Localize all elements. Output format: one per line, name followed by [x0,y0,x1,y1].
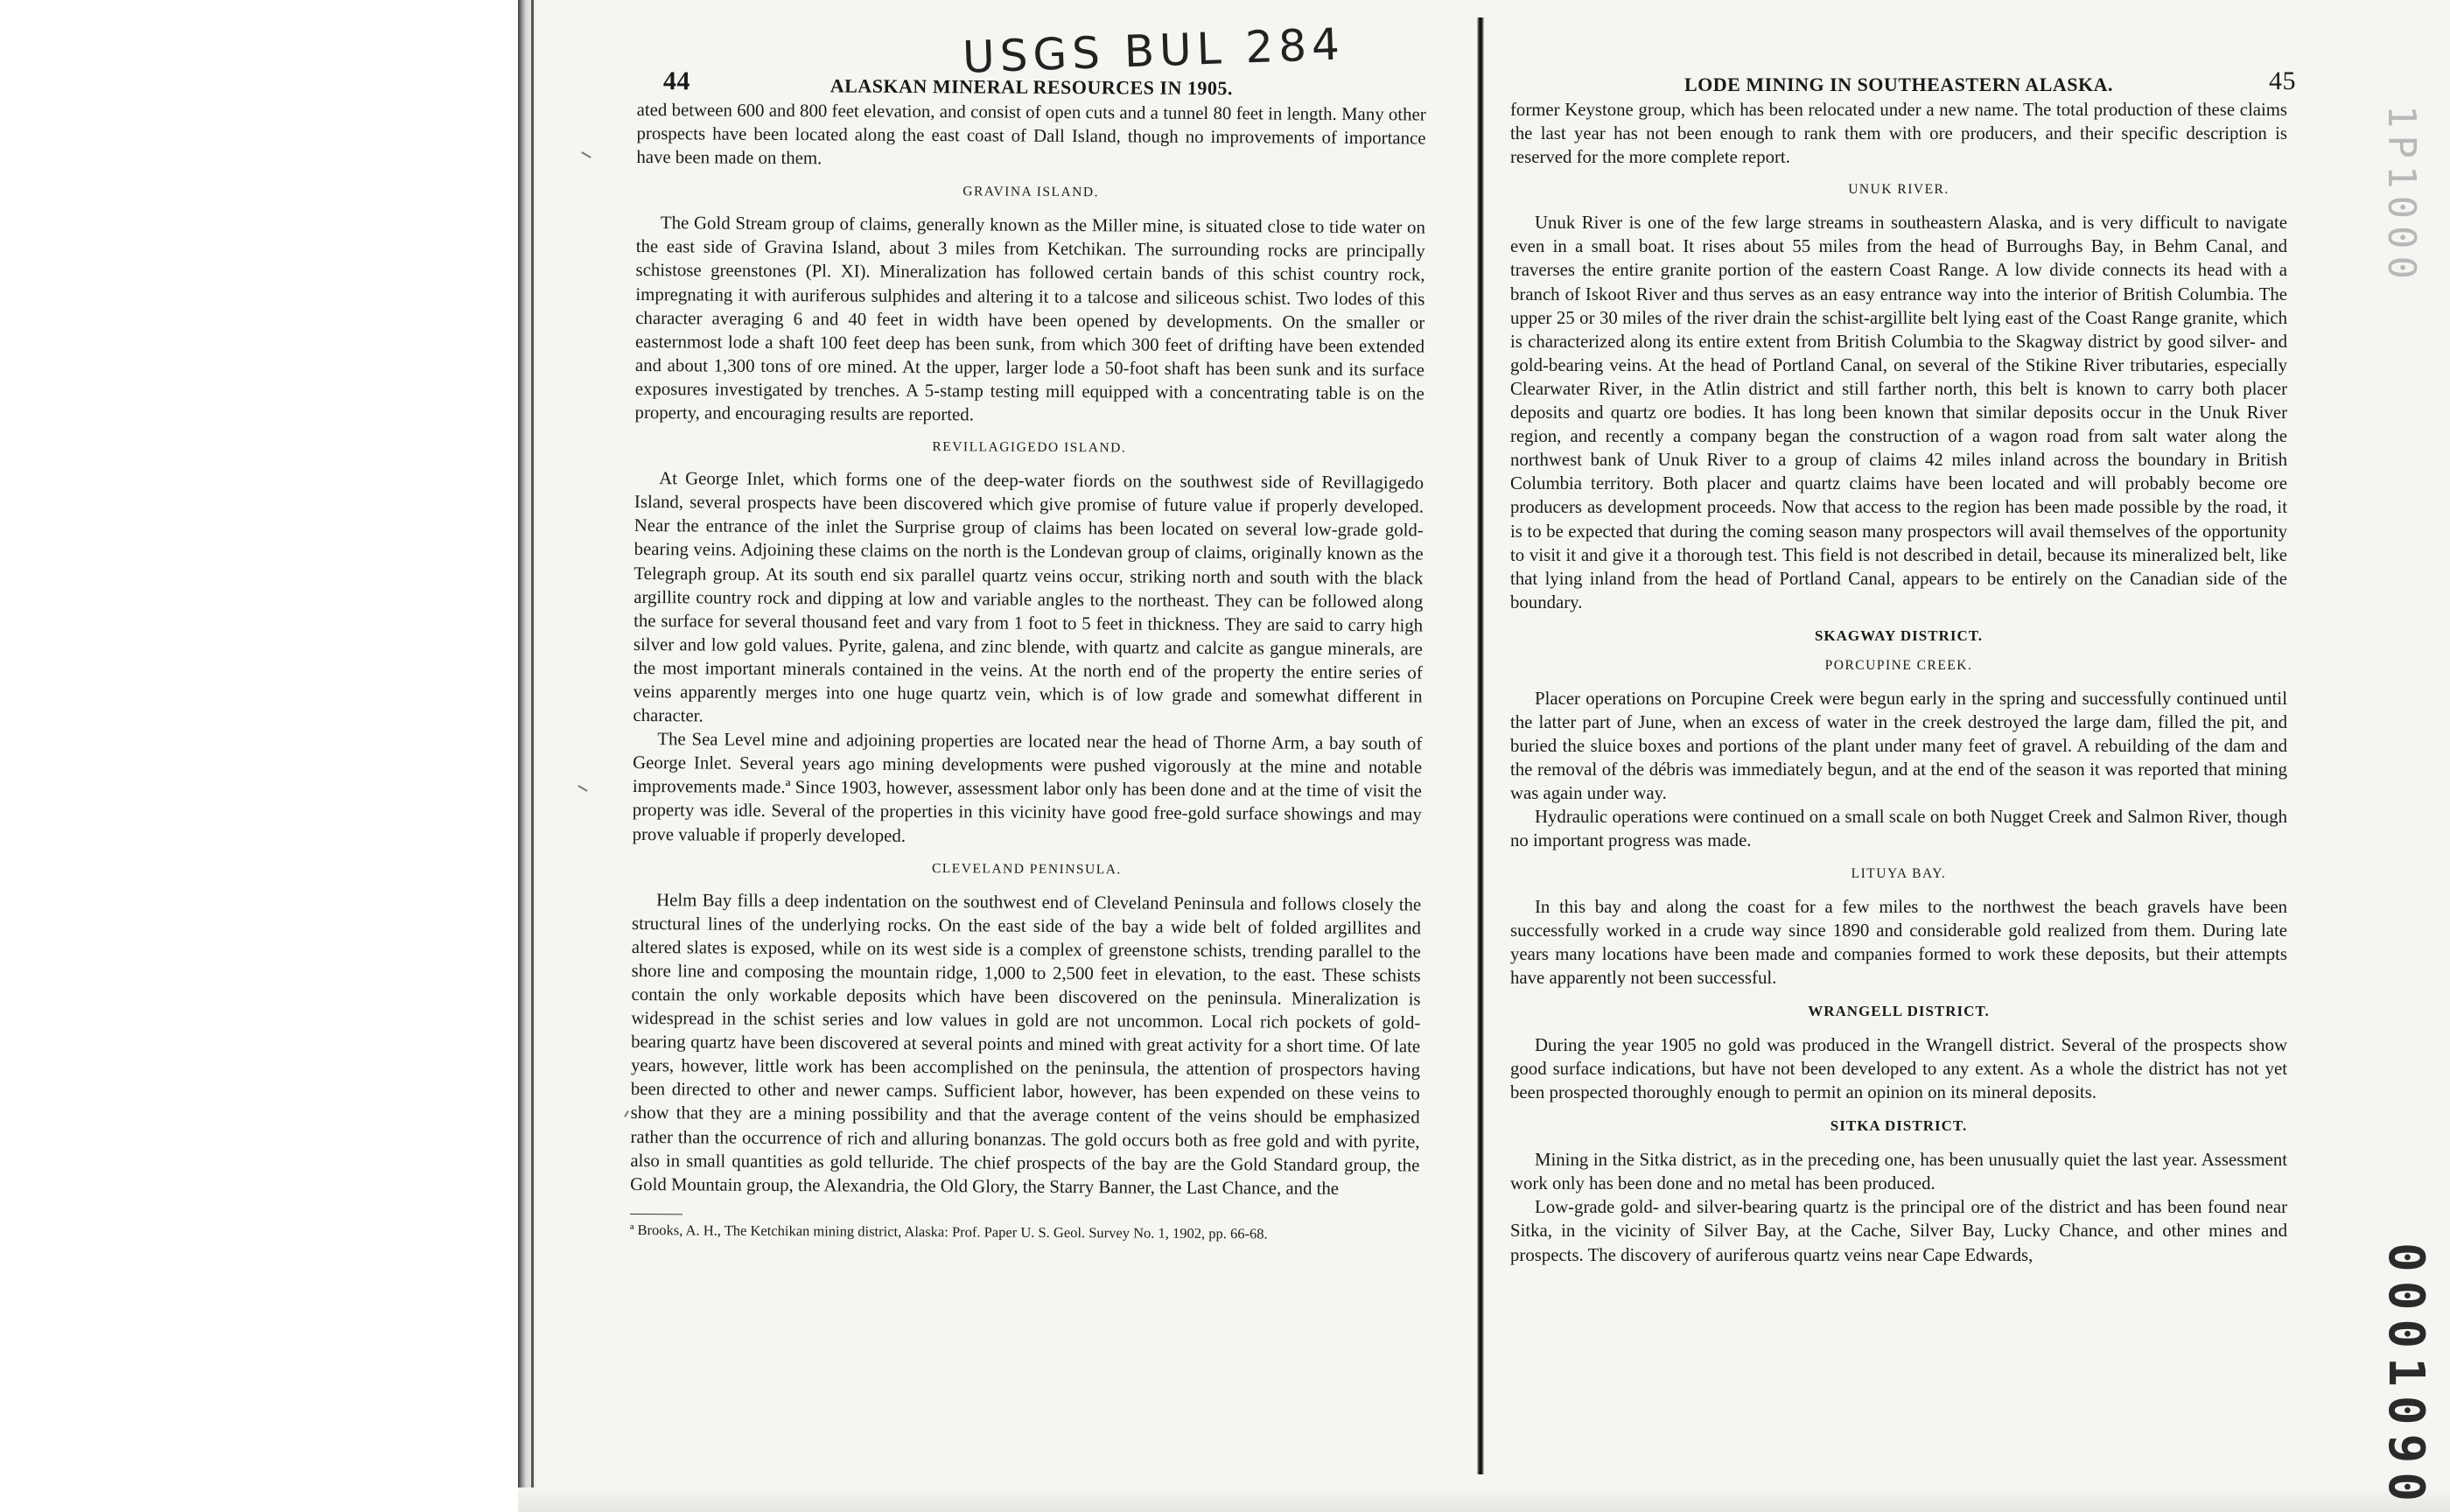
paragraph: Hydraulic operations were continued on a small scale on both Nugget Creek and Salmon River, though no important progress was made. [1510,807,2287,851]
section-heading: WRANGELL DISTRICT. [1808,1002,1990,1019]
archive-stamp: 0001090 [2377,1242,2434,1511]
paragraph: During the year 1905 no gold was produced in the Wrangell district. Several of the prospects show good surface indications, but have not been developed to any extent. As a whole the district has not yet been prospected thoroughly enough to permit an opinion on its mineral deposits. [1510,1034,2287,1103]
section-heading: SITKA DISTRICT. [1830,1117,1968,1135]
section-heading: SKAGWAY DISTRICT. [1814,626,1984,644]
paragraph: Unuk River is one of the few large streams in southeastern Alaska, and is very difficult to navigate even in a small boat. It rises about 55 miles from the head of Burroughs Bay, in Behm Canal, and traverses the entire granite portion of the eastern Coast Range. A low divide connects its head with a branch of Iskoot River and thus serves as an easy entrance way into the interior of British Columbia. The upper 25 or 30 miles of the river drain the schist-argillite belt lying east of the Coast Range granite, which is characterized along its entire extent from British Columbia to the Skagway district by good silver- and gold-bearing veins. At the head of Portland Canal, on several of the Stikine River tributaries, especially Clearwater River, in the Atlin district and still farther north, this belt is known to carry both placer deposits and quartz ore bodies. It has long been known that similar deposits occur in the Unuk River region, and recently a company began the construction of a wagon road from salt water along the northwest bank of Unuk River to a group of claims 42 miles inland across the boundary in British Columbia territory. Both placer and quartz claims have been located and will probably become ore producers as development proceeds. Now that access to the region has been made possible by the road, it is to be expected that during the coming season many prospectors will avail themselves of the opportunity to visit it and give it a thorough test. This field is not described in detail, because its mineralized belt, like that lying inland from the head of Portland Canal, appears to be entirely on the Canadian side of the boundary. [1510,213,2287,612]
running-title: LODE MINING IN SOUTHEASTERN ALASKA. [1684,74,2113,95]
page-number: 44 [662,66,690,96]
page-header [1510,66,2296,98]
bottom-edge-shadow [518,1488,2450,1512]
section-heading: REVILLAGIGEDO ISLAND. [932,439,1127,456]
left-page [628,66,1426,1488]
section-heading: CLEVELAND PENINSULA. [931,860,1122,878]
archive-stamp: 1P1000 [2379,105,2424,286]
running-title: ALASKAN MINERAL RESOURCES IN 1905. [830,74,1234,100]
paragraph: Placer operations on Porcupine Creek were begun early in the spring and successfully continued until the latter part of June, when an excess of water in the creek destroyed the large dam, filled the pit, and buried the sluice boxes and portions of the plant under many feet of gravel. A rebuilding of the dam and the removal of the débris was immediately begun, and at the end of the season it was reported that mining was again under way. [1510,688,2287,804]
page-number: 45 [2269,66,2296,95]
paragraph: The Sea Level mine and adjoining properties are located near the head of Thorne Arm, a bay south of George Inlet. Several years ago mining developments were pushed vigorously at the mine and notable improvements made.ª Since 1903, however, assessment labor only has been done and at the time of visit the property was idle. Several of the properties in this vicinity have good free-gold surface showings and may prove valuable if properly developed. [632,729,1423,846]
footnote: ª Brooks, A. H., The Ketchikan mining district, Alaska: Prof. Paper U. S. Geol. Survey No. 1, 1902, pp. 66-68. [629,1221,1268,1242]
paragraph: At George Inlet, which forms one of the deep-water fiords on the southwest side of Revillagigedo Island, several prospects have been discovered which give promise of future value if properly developed. Near the entrance of the inlet the Surprise group of claims has been located on several low-grade gold-bearing veins. Adjoining these claims on the north is the Londevan group of claims, originally known as the Telegraph group. At its south end six parallel quartz veins occur, striking north and south with the black argillite country rock and dipping at low and variable angles to the northeast. They can be followed along the surface for several thousand feet and vary from 1 foot to 5 feet in thickness. They are said to carry high silver and low gold values. Pyrite, galena, and zinc blende, with quartz and calcite as gangue minerals, are the most important minerals contained in the veins. At the north end of the property the entire series of veins apparently merges into one huge quartz vein, which is of low grade and somewhat different in character. [633,468,1424,726]
book-gutter [1477,18,1484,1474]
section-heading: UNUK RIVER. [1848,182,1950,198]
page-header [637,66,1426,103]
paragraph: In this bay and along the coast for a few miles to the northwest the beach gravels have been successfully worked in a crude way since 1890 and considerable gold realized from them. During late years many locations have been made and companies formed to work these deposits, but their attempts have apparently not been successful. [1510,896,2287,988]
section-heading: PORCUPINE CREEK. [1824,657,1973,673]
page-body [1510,98,2287,1267]
right-page [1510,66,2296,1484]
paragraph: Helm Bay fills a deep indentation on the southwest end of Cleveland Peninsula and follows closely the structural lines of the underlying rocks. On the east side of the bay a wide belt of folded argillites and altered slates is exposed, while on its west side is a complex of greenstone schists, trending parallel to the shore line and composing the mountain ridge, 1,000 to 2,500 feet in elevation, to the east. These schists contain the only workable deposits which have been discovered on the peninsula. Mineralization is widespread in the schist series and low values in gold are not uncommon. Local rich pockets of gold-bearing quartz have been discovered at several points and mined with great activity for a short time. Of late years, however, little work has been accomplished on the peninsula, the attention of prospectors having been directed to other and newer camps. Sufficient labor, however, has been expended on these veins to show that they are a mining possibility and that the average content of the veins should be emphasized rather than the occurrence of rich and alluring bonanzas. The gold occurs both as free gold and with pyrite, also in small quantities as gold telluride. The chief prospects of the bay are the Gold Standard group, the Gold Mountain group, the Alexandria, the Old Glory, the Starry Banner, the Last Chance, and the [630,889,1422,1199]
page-edge-line [531,0,534,1512]
paragraph: ated between 600 and 800 feet elevation, and consist of open cuts and a tunnel 80 feet in length. Many other prospects have been located along the east coast of Dall Island, though no improvements of importance have been made on them. [636,99,1426,169]
paragraph: former Keystone group, which has been relocated under a new name. The total production of these claims the last year has not been enough to rank them with ore producers, and their specific description is reserved for the more complete report. [1510,100,2287,168]
page-body [630,98,1426,1200]
page-edge-shadow [518,0,537,1512]
handwritten-catalog-note: USGS BUL 284 [962,18,1346,83]
section-heading: LITUYA BAY. [1851,865,1947,881]
paragraph: Low-grade gold- and silver-bearing quartz is the principal ore of the district and has been found near Sitka, in the vicinity of Silver Bay, at the Cache, Silver Bay, Lucky Chance, and other mines and prospects. The discovery of auriferous quartz veins near Cape Edwards, [1510,1197,2287,1265]
section-heading: GRAVINA ISLAND. [962,184,1100,200]
paragraph: The Gold Stream group of claims, generally known as the Miller mine, is situated close to tide water on the east side of Gravina Island, about 3 miles from Ketchikan. The surrounding rocks are principally schistose greenstones (Pl. XI). Mineralization has followed certain bands of this schist country rock, impregnating it with auriferous sulphides and altering it to a talcose and siliceous schist. Two lodes of this character averaging 6 and 40 feet in width have been opened by developments. On the smaller or easternmost lode a shaft 100 feet deep has been sunk, from which 300 feet of drifting have been extended and about 1,300 tons of ore mined. At the upper, larger lode a 50-foot shaft has been sunk and its surface exposures investigated by trenches. A 5-stamp testing mill equipped with a concentrating table is on the property, and encouraging results are reported. [634,213,1425,425]
paragraph: Mining in the Sitka district, as in the preceding one, has been unusually quiet the last year. Assessment work only has been done and no metal has been produced. [1510,1150,2287,1194]
